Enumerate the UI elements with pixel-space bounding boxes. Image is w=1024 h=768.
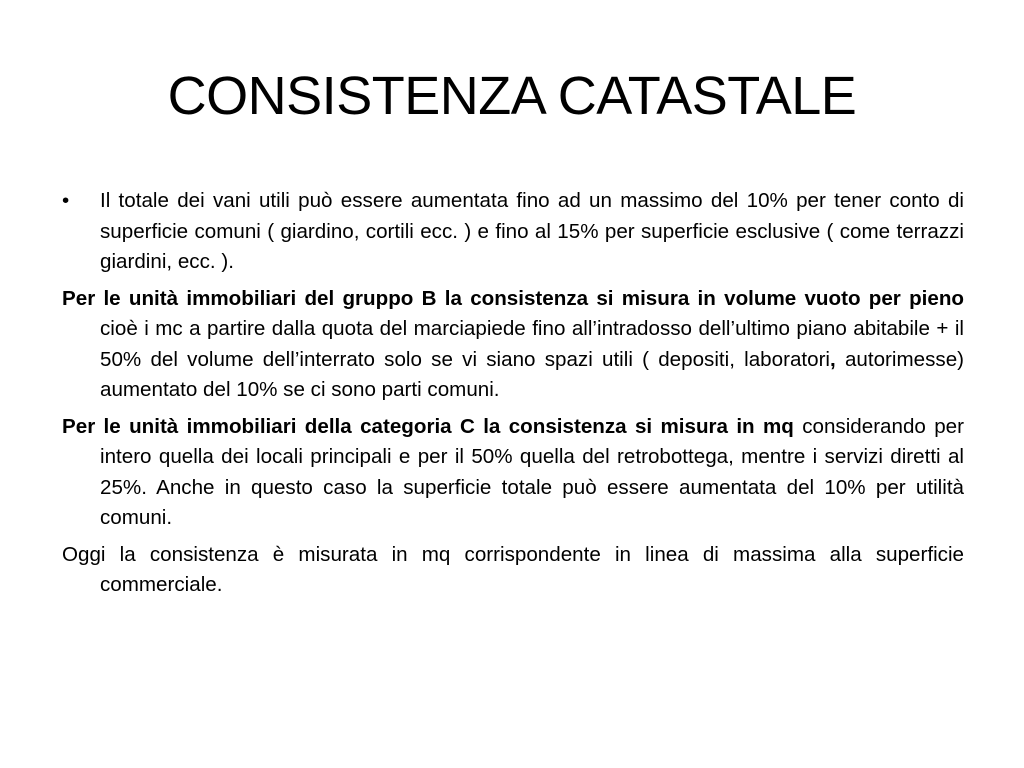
- bullet-paragraph: [62, 186, 964, 278]
- paragraph-categoria-c: [62, 412, 964, 534]
- slide-title: CONSISTENZA CATASTALE: [167, 66, 857, 126]
- paragraph-categoria-c-bold: Per le unità immobiliari della categoria C la consistenza si misura in mq: [62, 414, 794, 438]
- paragraph-gruppo-b-bold: Per le unità immobiliari del gruppo B la consistenza si misura in volume vuoto per pieno: [62, 286, 964, 310]
- slide-body: [62, 186, 964, 607]
- bullet-text: Il totale dei vani utili può essere aumentata fino ad un massimo del 10% per tener conto di superficie comuni ( giardino, cortili ecc. ) e fino al 15% per superficie esclusive ( come terrazzi giardini, ecc. ).: [100, 189, 964, 273]
- paragraph-oggi-text: Oggi la consistenza è misurata in mq corrispondente in linea di massima alla superficie commerciale.: [62, 542, 964, 596]
- paragraph-gruppo-b-bold-comma: ,: [830, 347, 836, 371]
- paragraph-gruppo-b: [62, 284, 964, 406]
- paragraph-categoria-c-text: considerando per intero quella dei locali principali e per il 50% quella del retrobottega, mentre i servizi diretti al 25%. Anche in questo caso la superficie totale può essere aumentata del 10% per utilità comuni.: [100, 414, 964, 529]
- paragraph-oggi: [62, 540, 964, 601]
- paragraph-gruppo-b-text-end: autorimesse) aumentato del 10% se ci sono parti comuni.: [100, 347, 965, 401]
- paragraph-gruppo-b-text: cioè i mc a partire dalla quota del marciapiede fino all’intradosso dell’ultimo piano abitabile + il 50% del volume dell’interrato solo se vi siano spazi utili ( depositi, laboratori: [100, 317, 964, 371]
- bullet-marker: •: [62, 189, 70, 212]
